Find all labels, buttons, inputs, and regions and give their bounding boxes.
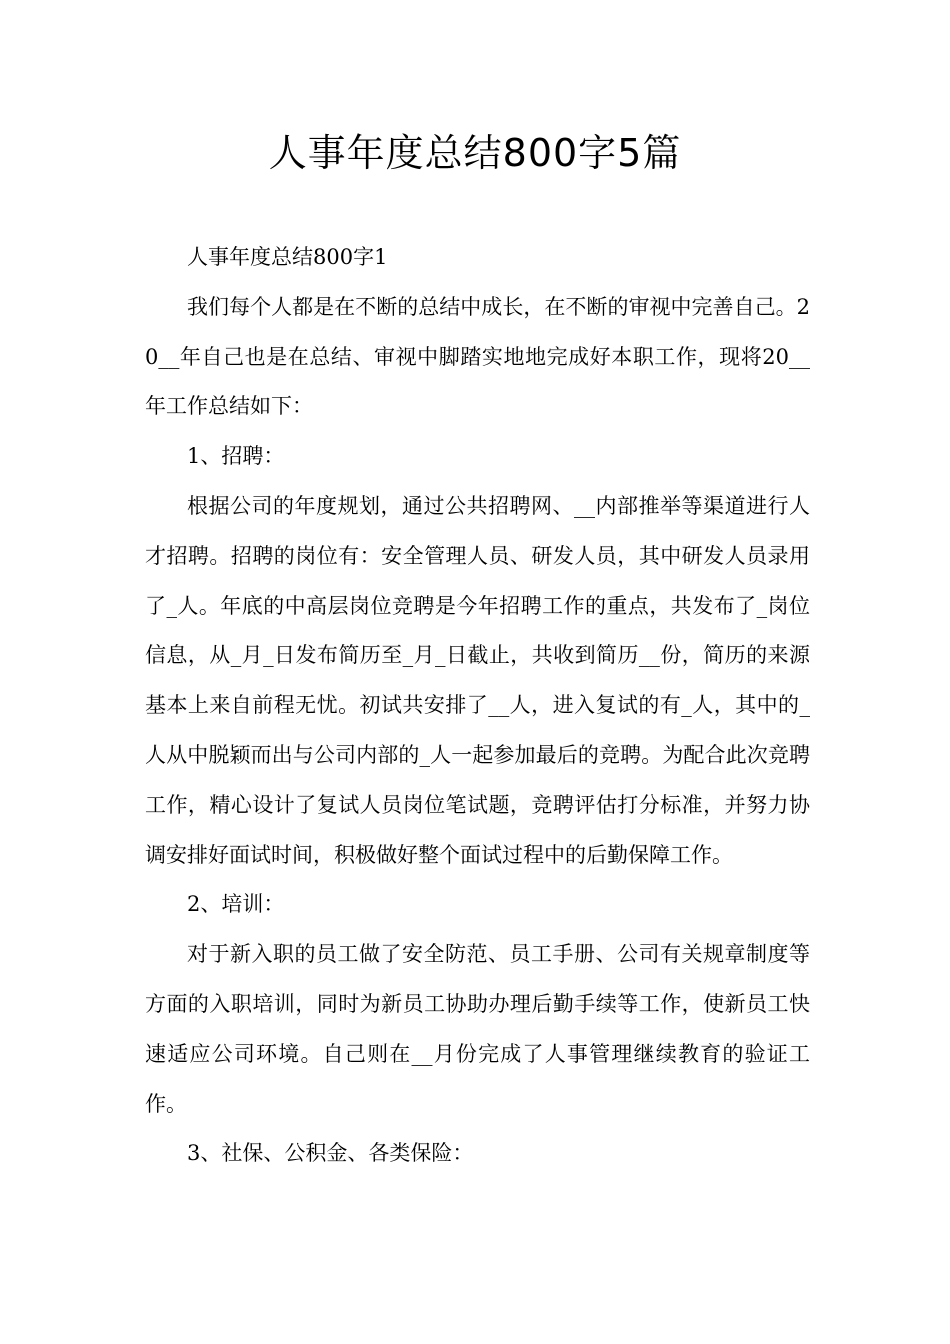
body-paragraph: 对于新入职的员工做了安全防范、员工手册、公司有关规章制度等方面的入职培训，同时为新员工协助办理后勤手续等工作，使新员工快速适应公司环境。自己则在__月份完成了人事管理继续教育的验证工作。 <box>145 942 810 1116</box>
item-heading: 3、社保、公积金、各类保险： <box>187 1141 474 1166</box>
document-body <box>145 233 810 1179</box>
document-title: 人事年度总结800字5篇 <box>268 131 682 175</box>
body-paragraph: 根据公司的年度规划，通过公共招聘网、__内部推举等渠道进行人才招聘。招聘的岗位有：安全管理人员、研发人员，其中研发人员录用了_人。年底的中高层岗位竞聘是今年招聘工作的重点，共发布了_岗位信息，从_月_日发布简历至_月_日截止，共收到简历__份，简历的来源基本上来自前程无忧。初试共安排了__人，进入复试的有_人，其中的_人从中脱颖而出与公司内部的_人一起参加最后的竞聘。为配合此次竞聘工作，精心设计了复试人员岗位笔试题，竞聘评估打分标准，并努力协调安排好面试时间，积极做好整个面试过程中的后勤保障工作。 <box>145 493 810 867</box>
item-heading: 2、培训： <box>187 892 285 917</box>
section-heading: 人事年度总结800字1 <box>187 245 388 269</box>
item-heading: 1、招聘： <box>187 444 285 469</box>
body-paragraph: 我们每个人都是在不断的总结中成长，在不断的审视中完善自己。20__年自己也是在总结、审视中脚踏实地地完成好本职工作，现将20__年工作总结如下： <box>145 294 810 419</box>
